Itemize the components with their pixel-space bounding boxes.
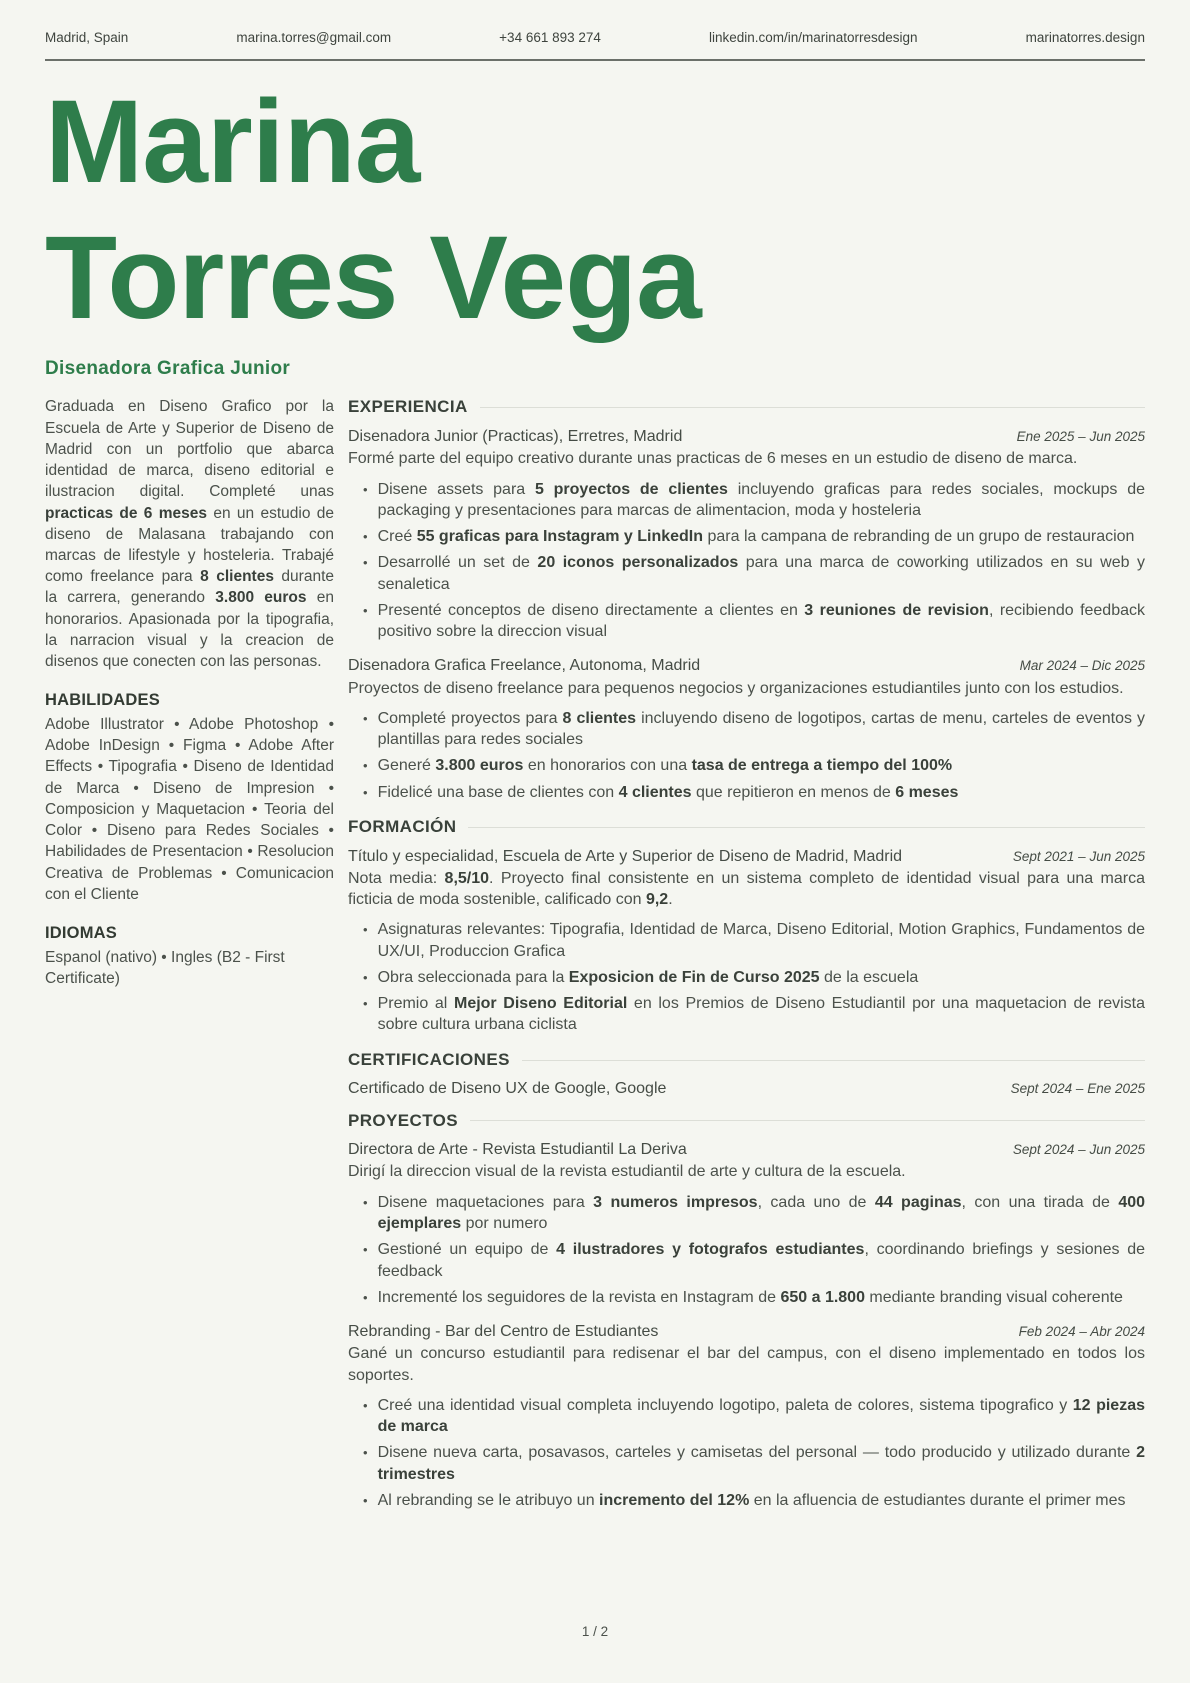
bullet-item xyxy=(363,552,1145,595)
bullet-dot-icon: • xyxy=(363,922,368,938)
bullet-item xyxy=(363,600,1145,643)
entry-description: Nota media: 8,5/10. Proyecto final consistente en un sistema completo de identidad visual para una marca ficticia de moda sostenible, calificado con 9,2. xyxy=(348,869,1146,909)
entry-header xyxy=(348,1139,1145,1160)
entry xyxy=(348,1139,1145,1308)
bullet-text: Obra seleccionada para la Exposicion de Fin de Curso 2025 de la escuela xyxy=(377,968,919,986)
bullet-list xyxy=(348,1192,1145,1308)
candidate-name-line1: Marina xyxy=(45,76,420,208)
entry-date: Ene 2025 – Jun 2025 xyxy=(1016,428,1145,444)
section-proyectos xyxy=(348,1110,1145,1512)
entry-header xyxy=(348,426,1145,447)
bullet-item xyxy=(363,1239,1145,1282)
candidate-name-line2: Torres Vega xyxy=(45,211,701,344)
bullet-list xyxy=(348,919,1145,1035)
contact-email: marina.torres@gmail.com xyxy=(236,30,392,45)
bullet-item xyxy=(363,1490,1145,1511)
bullet-dot-icon: • xyxy=(363,602,368,618)
bullet-text: Gestioné un equipo de 4 ilustradores y fotografos estudiantes, coordinando briefings y sesiones de feedback xyxy=(377,1241,1145,1280)
sections-container xyxy=(348,396,1145,1683)
bullet-text: Generé 3.800 euros en honorarios con una tasa de entrega a tiempo del 100% xyxy=(377,757,953,775)
bullet-list xyxy=(348,708,1145,803)
entry xyxy=(348,1321,1145,1511)
bullet-text: Desarrollé un set de 20 iconos personalizados para una marca de coworking utilizados en su web y senaletica xyxy=(377,554,1146,593)
section-title: CERTIFICACIONES xyxy=(348,1049,510,1069)
content-columns xyxy=(45,396,1145,1683)
section-rule xyxy=(468,827,1145,828)
entry-description: Formé parte del equipo creativo durante unas practicas de 6 meses en un estudio de diseno de marca. xyxy=(348,450,1078,468)
bullet-dot-icon: • xyxy=(363,1492,368,1508)
bullet-dot-icon: • xyxy=(363,996,368,1012)
bullet-dot-icon: • xyxy=(363,758,368,774)
bullet-list xyxy=(348,1395,1145,1511)
section-formacion xyxy=(348,816,1145,1036)
summary-paragraph: Graduada en Diseno Grafico por la Escuela de Arte y Superior de Diseno de Madrid con un portfolio que abarca identidad de marca, diseno editorial e ilustracion digital. Completé unas practicas de 6 meses en un estudio de diseno de Malasana trabajando con marcas de lifestyle y hosteleria. Trabajé como freelance para 8 clientes durante la carrera, generando 3.800 euros en honorarios. Apasionada por la tipografia, la narracion visual y la creacion de disenos que conecten con las personas. xyxy=(45,398,334,671)
bullet-text: Creé 55 graficas para Instagram y LinkedIn para la campana de rebranding de un grupo de restauracion xyxy=(377,528,1135,546)
bullet-text: Completé proyectos para 8 clientes incluyendo diseno de logotipos, cartas de menu, carteles de eventos y plantillas para redes sociales xyxy=(377,709,1146,749)
bullet-item xyxy=(363,526,1145,547)
section-header xyxy=(348,396,1145,419)
bullet-dot-icon: • xyxy=(363,784,368,800)
section-title: PROYECTOS xyxy=(348,1110,459,1130)
left-column xyxy=(45,396,334,1683)
bullet-dot-icon: • xyxy=(363,710,368,726)
section-title: EXPERIENCIA xyxy=(348,397,468,417)
bullet-text: Fidelicé una base de clientes con 4 clientes que repitieron en menos de 6 meses xyxy=(377,783,959,801)
section-certificaciones xyxy=(348,1049,1145,1100)
bullet-dot-icon: • xyxy=(363,1289,368,1305)
bullet-item xyxy=(363,967,1145,988)
section-header xyxy=(348,1110,1145,1133)
bullet-text: Presenté conceptos de diseno directamente a clientes en 3 reuniones de revision, recibiendo feedback positivo sobre la direccion visual xyxy=(377,601,1146,641)
bullet-item xyxy=(363,1287,1145,1308)
entry-header xyxy=(348,1321,1145,1342)
bullet-dot-icon: • xyxy=(363,555,368,571)
entry xyxy=(348,846,1145,1036)
section-header xyxy=(348,1049,1145,1072)
bullet-text: Disene maquetaciones para 3 numeros impresos, cada uno de 44 paginas, con una tirada de 400 ejemplares por numero xyxy=(377,1193,1146,1232)
bullet-item xyxy=(363,479,1145,522)
bullet-dot-icon: • xyxy=(363,969,368,985)
entry-title: Directora de Arte - Revista Estudiantil La Deriva xyxy=(348,1141,687,1159)
section-rule xyxy=(480,407,1145,408)
bullet-dot-icon: • xyxy=(363,481,368,497)
entry xyxy=(348,655,1145,803)
bullet-dot-icon: • xyxy=(363,529,368,545)
section-title: FORMACIÓN xyxy=(348,816,457,836)
entry-date: Sept 2024 – Jun 2025 xyxy=(1012,1142,1145,1158)
bullet-text: Disene nueva carta, posavasos, carteles y camisetas del personal — todo producido y utilizado durante 2 trimestres xyxy=(377,1444,1145,1483)
bullet-item xyxy=(363,755,1145,776)
entry-title: Disenadora Grafica Freelance, Autonoma, Madrid xyxy=(348,657,701,675)
candidate-role: Disenadora Grafica Junior xyxy=(45,358,291,380)
entry-header xyxy=(348,846,1145,867)
bullet-dot-icon: • xyxy=(363,1194,368,1210)
entry-header xyxy=(348,1078,1145,1099)
section-experiencia xyxy=(348,396,1145,803)
entry-header xyxy=(348,655,1145,676)
bullet-text: Al rebranding se le atribuyo un incremento del 12% en la afluencia de estudiantes durante el primer mes xyxy=(377,1491,1126,1509)
bullet-item xyxy=(363,1192,1145,1235)
bullet-dot-icon: • xyxy=(363,1445,368,1461)
bullet-dot-icon: • xyxy=(363,1242,368,1258)
entry-date: Sept 2024 – Ene 2025 xyxy=(1010,1081,1145,1097)
entry-date: Mar 2024 – Dic 2025 xyxy=(1019,658,1145,674)
entry-description: Dirigí la direccion visual de la revista estudiantil de arte y cultura de la escuela. xyxy=(348,1163,906,1181)
section-header xyxy=(348,816,1145,839)
entry xyxy=(348,426,1145,642)
bullet-text: Asignaturas relevantes: Tipografia, Identidad de Marca, Diseno Editorial, Motion Graphics, Fundamentos de UX/UI, Produccion Grafica xyxy=(377,921,1145,960)
bullet-text: Premio al Mejor Diseno Editorial en los Premios de Diseno Estudiantil por una maquetacion de revista sobre cultura urbana ciclista xyxy=(377,995,1146,1034)
languages-heading: IDIOMAS xyxy=(45,924,117,943)
contact-website: marinatorres.design xyxy=(1025,30,1145,45)
bullet-item xyxy=(363,708,1145,751)
entry-description: Proyectos de diseno freelance para pequenos negocios y organizaciones estudiantiles junto con los estudios. xyxy=(348,679,1124,697)
contact-location: Madrid, Spain xyxy=(45,30,129,45)
contact-phone: +34 661 893 274 xyxy=(499,30,601,45)
entry-title: Certificado de Diseno UX de Google, Google xyxy=(348,1080,667,1098)
bullet-text: Creé una identidad visual completa incluyendo logotipo, paleta de colores, sistema tipografico y 12 piezas de marca xyxy=(377,1396,1145,1436)
section-rule xyxy=(522,1060,1145,1061)
languages-list: Espanol (nativo) • Ingles (B2 - First Certificate) xyxy=(45,948,285,987)
bullet-item xyxy=(363,1395,1145,1438)
contact-linkedin: linkedin.com/in/marinatorresdesign xyxy=(708,30,918,45)
bullet-item xyxy=(363,1442,1145,1485)
skills-list: Adobe Illustrator • Adobe Photoshop • Adobe InDesign • Figma • Adobe After Effects • Tipografia • Diseno de Identidad de Marca • Diseno de Impresion • Composicion y Maquetacion • Teoria del Color • Diseno para Redes Sociales • Habilidades de Presentacion • Resolucion Creativa de Problemas • Comunicacion con el Cliente xyxy=(45,716,334,903)
entry xyxy=(348,1078,1145,1099)
bullet-text: Disene assets para 5 proyectos de clientes incluyendo graficas para redes sociales, mockups de packaging y presentaciones para marcas de alimentacion, moda y hosteleria xyxy=(377,480,1145,519)
entry-title: Título y especialidad, Escuela de Arte y Superior de Diseno de Madrid, Madrid xyxy=(348,847,903,865)
contact-bar xyxy=(45,30,1145,61)
bullet-item xyxy=(363,919,1145,962)
page-number: 1 / 2 xyxy=(581,1624,609,1639)
entry-date: Feb 2024 – Abr 2024 xyxy=(1018,1324,1145,1340)
candidate-name xyxy=(45,75,1145,346)
entry-title: Disenadora Junior (Practicas), Erretres, Madrid xyxy=(348,427,683,445)
skills-heading: HABILIDADES xyxy=(45,691,160,710)
entry-description: Gané un concurso estudiantil para redisenar el bar del campus, con el diseno implementado en todos los soportes. xyxy=(348,1345,1145,1384)
bullet-item xyxy=(363,782,1145,803)
bullet-dot-icon: • xyxy=(363,1397,368,1413)
bullet-list xyxy=(348,479,1145,643)
entry-date: Sept 2021 – Jun 2025 xyxy=(1012,848,1145,864)
section-rule xyxy=(470,1120,1145,1121)
entry-title: Rebranding - Bar del Centro de Estudiantes xyxy=(348,1323,659,1341)
bullet-text: Incrementé los seguidores de la revista en Instagram de 650 a 1.800 mediante branding visual coherente xyxy=(377,1288,1123,1306)
bullet-item xyxy=(363,993,1145,1036)
